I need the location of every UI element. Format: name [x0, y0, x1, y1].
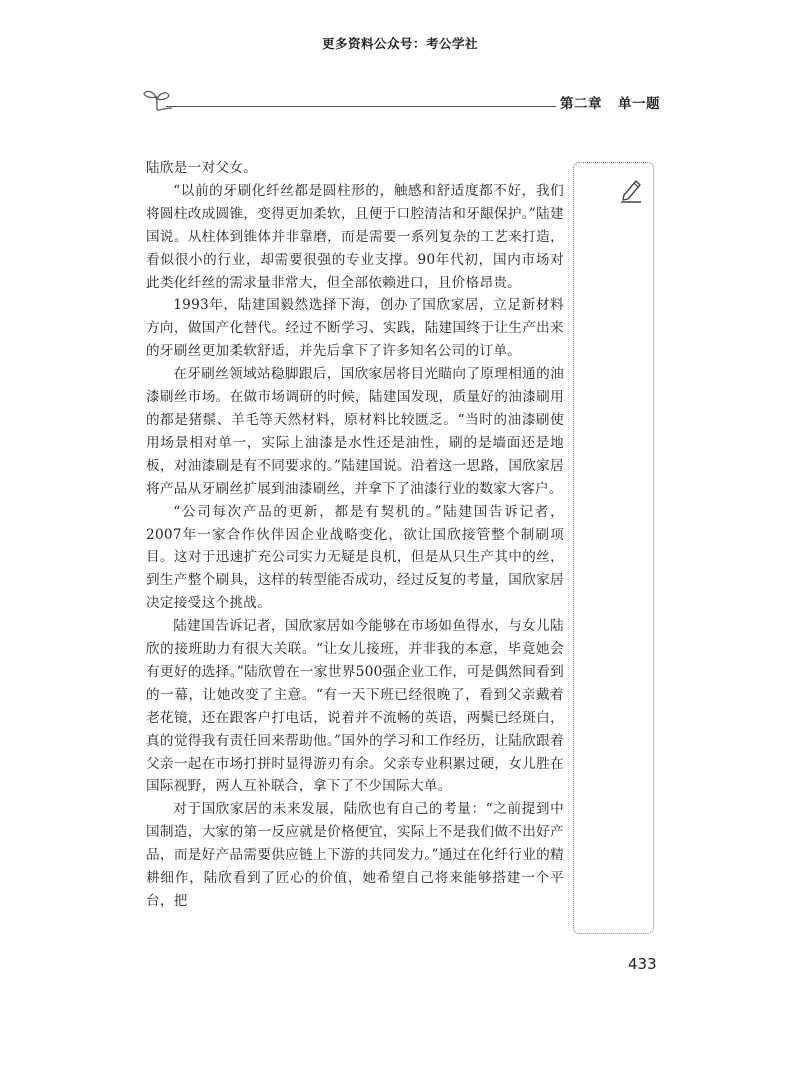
chapter-label: 第二章	[560, 96, 602, 112]
page-number: 433	[628, 955, 657, 973]
paragraph: “以前的牙刷化纤丝都是圆柱形的，触感和舒适度都不好，我们将圆柱改成圆锥，变得更加柔软，且便于口腔清洁和牙龈保护。”陆建国说。从柱体到锥体并非靠磨，而是需要一系列复杂的工艺来打造，看似很小的行业，却需要很强的专业支撑。90年代初，国内市场对此类化纤丝的需求量非常大，但全部依赖进口，且价格昂贵。	[146, 182, 564, 291]
notes-box	[573, 162, 654, 934]
paragraph: 在牙刷丝领域站稳脚跟后，国欣家居将目光瞄向了原理相通的油漆刷丝市场。在做市场调研的时候，陆建国发现，质量好的油漆刷用的都是猪鬃、羊毛等天然材料，原材料比较匮乏。“当时的油漆刷使用场景相对单一，实际上油漆是水性还是油性，刷的是墙面还是地板，对油漆刷是有不同要求的。”陆建国说。沿着这一思路，国欣家居将产品从牙刷丝扩展到油漆刷丝，并拿下了油漆行业的数家大客户。	[146, 366, 564, 497]
pencil-icon	[619, 177, 643, 203]
chapter-heading	[560, 92, 660, 112]
header-rule	[166, 106, 556, 107]
paragraph: 对于国欣家居的未来发展，陆欣也有自己的考量：“之前提到中国制造，大家的第一反应就是价格便宜，实际上不是我们做不出好产品，而是好产品需要供应链上下游的共同发力。”通过在化纤行业的精耕细作，陆欣看到了匠心的价值，她希望自己将来能够搭建一个平台，把	[146, 801, 564, 909]
article-body	[146, 157, 564, 913]
section-label: 单一题	[618, 96, 660, 112]
page-header	[140, 84, 660, 114]
sprout-icon	[142, 86, 172, 112]
paragraph: “公司每次产品的更新，都是有契机的。”陆建国告诉记者，2007年一家合作伙伴因企业战略变化，欲让国欣接管整个制刷项目。这对于迅速扩充公司实力无疑是良机，但是从只生产其中的丝，到生产整个刷具，这样的转型能否成功，经过反复的考量，国欣家居决定接受这个挑战。	[146, 503, 564, 612]
paragraph: 1993年，陆建国毅然选择下海，创办了国欣家居，立足新材料方向，做国产化替代。经过不断学习、实践，陆建国终于让生产出来的牙刷丝更加柔软舒适，并先后拿下了许多知名公司的订单。	[146, 297, 564, 360]
top-note: 更多资料公众号：考公学社	[321, 36, 478, 51]
paragraph: 陆建国告诉记者，国欣家居如今能够在市场如鱼得水，与女儿陆欣的接班助力有很大关联。“让女儿接班，并非我的本意，毕竟她会有更好的选择。”陆欣曾在一家世界500强企业工作，可是偶然间看到的一幕，让她改变了主意。“有一天下班已经很晚了，看到父亲戴着老花镜，还在跟客户打电话，说着并不流畅的英语，两鬓已经斑白，真的觉得我有责任回来帮助他。”国外的学习和工作经历，让陆欣跟着父亲一起在市场打拼时显得游刃有余。父亲专业积累过硬，女儿胜在国际视野，两人互补联合，拿下了不少国际大单。	[146, 618, 564, 795]
paragraph: 陆欣是一对父女。	[146, 160, 258, 176]
